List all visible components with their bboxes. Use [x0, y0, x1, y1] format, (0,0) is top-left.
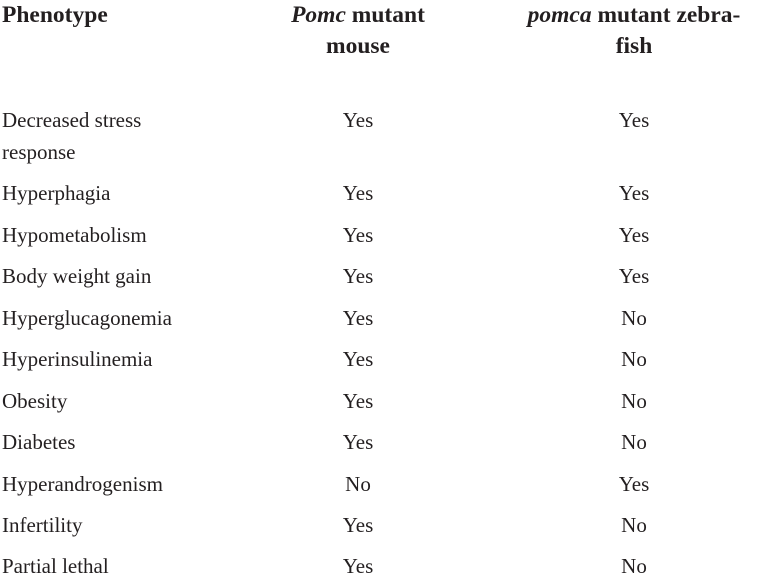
row-mouse-value: Yes	[342, 347, 374, 371]
header-phenotype: Phenotype	[2, 2, 108, 28]
row-phenotype-cont: response	[2, 140, 76, 164]
row-mouse-value: Yes	[342, 513, 374, 537]
row-zebrafish-value: Yes	[618, 223, 650, 247]
header-pomc-rest: mutant	[345, 2, 425, 28]
row-phenotype: Infertility	[2, 513, 83, 537]
header-pomc-mouse-line2: mouse	[326, 33, 390, 59]
header-pomc-mouse-line1	[270, 0, 446, 31]
row-mouse-value: Yes	[342, 181, 374, 205]
row-zebrafish-value: Yes	[618, 472, 650, 496]
row-mouse-value: Yes	[342, 554, 374, 578]
row-zebrafish-value: No	[621, 554, 647, 578]
header-pomca-rest: mutant zebra-	[591, 2, 741, 28]
row-zebrafish-value: No	[621, 430, 647, 454]
header-pomca-zebrafish-line2: fish	[615, 33, 653, 59]
row-zebrafish-value: No	[621, 513, 647, 537]
row-zebrafish-value: No	[621, 306, 647, 330]
row-zebrafish-value: Yes	[618, 264, 650, 288]
row-phenotype: Hyperandrogenism	[2, 472, 163, 496]
row-phenotype: Decreased stress	[2, 108, 142, 132]
row-mouse-value: Yes	[342, 430, 374, 454]
header-pomca-zebrafish-line1	[490, 0, 772, 31]
row-mouse-value: No	[345, 472, 371, 496]
row-phenotype: Partial lethal	[2, 554, 109, 578]
row-zebrafish-value: Yes	[618, 108, 650, 132]
row-phenotype: Diabetes	[2, 430, 76, 454]
row-mouse-value: Yes	[342, 264, 374, 288]
row-phenotype: Hyperinsulinemia	[2, 347, 153, 371]
row-mouse-value: Yes	[342, 108, 374, 132]
row-mouse-value: Yes	[342, 389, 374, 413]
row-mouse-value: Yes	[342, 223, 374, 247]
row-zebrafish-value: Yes	[618, 181, 650, 205]
row-phenotype: Hypometabolism	[2, 223, 147, 247]
row-phenotype: Obesity	[2, 389, 68, 413]
row-zebrafish-value: No	[621, 347, 647, 371]
row-phenotype: Hyperglucagonemia	[2, 306, 172, 330]
row-zebrafish-value: No	[621, 389, 647, 413]
row-phenotype: Hyperphagia	[2, 181, 111, 205]
header-pomca-gene: pomca	[527, 2, 592, 28]
header-pomc-gene: Pomc	[291, 2, 346, 28]
row-phenotype: Body weight gain	[2, 264, 152, 288]
row-mouse-value: Yes	[342, 306, 374, 330]
